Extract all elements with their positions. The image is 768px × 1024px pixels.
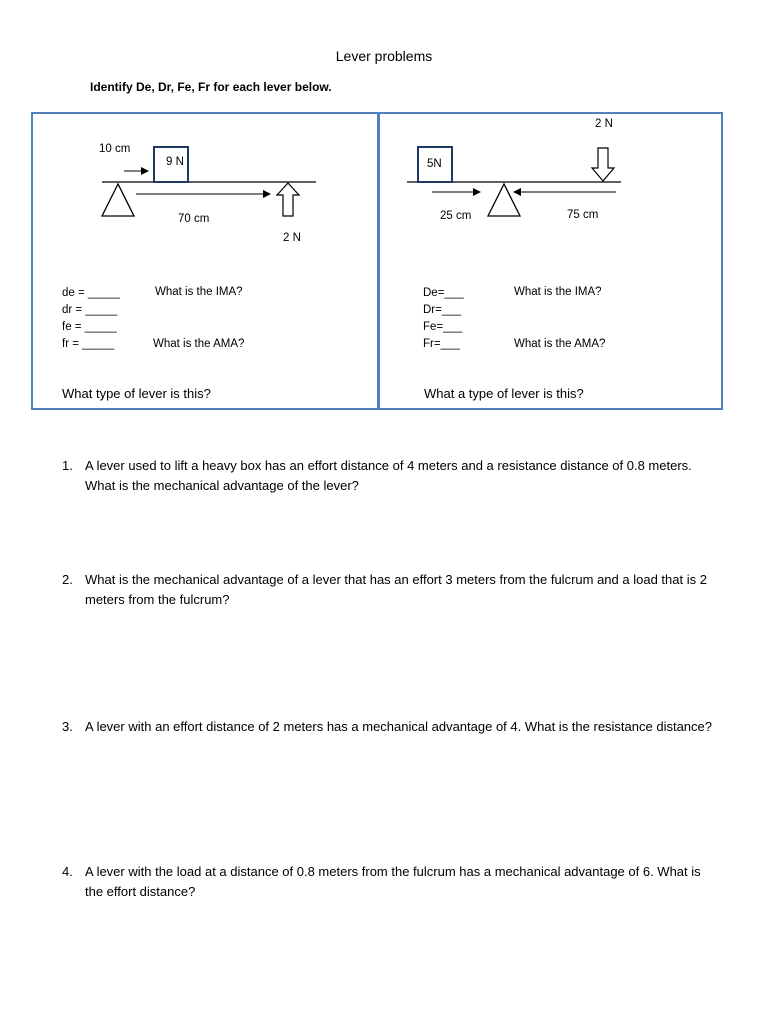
lever-1-type-question: What type of lever is this?	[62, 386, 211, 401]
question-1-text: A lever used to lift a heavy box has an effort distance of 4 meters and a resistance distance of 0.8 meters. What is the mechanical advantage of the lever?	[85, 458, 692, 493]
lever-1-resistance-distance-label: 70 cm	[178, 213, 210, 225]
lever-1-fulcrum	[102, 184, 134, 216]
lever-2-ima-question: What is the IMA?	[514, 286, 602, 298]
instructions: Identify De, Dr, Fe, Fr for each lever below.	[90, 80, 332, 94]
lever-1-effort-distance-label: 10 cm	[99, 143, 131, 155]
lever-2-ama-question: What is the AMA?	[514, 338, 606, 350]
question-2-number: 2.	[62, 572, 73, 587]
question-3	[62, 717, 712, 737]
lever-2-dr-blank[interactable]: Dr=___	[423, 304, 462, 316]
lever-1-de-blank[interactable]: de = _____	[62, 287, 120, 299]
page-title: Lever problems	[335, 48, 433, 64]
lever-2-force-label: 2 N	[595, 118, 613, 130]
question-1	[62, 456, 712, 495]
lever-1-force-label: 2 N	[283, 232, 301, 244]
lever-2-force-arrow-down	[592, 148, 614, 181]
question-2	[62, 570, 712, 609]
lever-1-fr-blank[interactable]: fr = _____	[62, 338, 115, 350]
question-2-text: What is the mechanical advantage of a lever that has an effort 3 meters from the fulcrum and a load that is 2 meters from the fulcrum?	[85, 572, 707, 607]
lever-2-de-blank[interactable]: De=___	[423, 287, 464, 299]
lever-1-diagram	[102, 147, 316, 216]
lever-2-right-distance-label: 75 cm	[567, 209, 599, 221]
lever-1-force-arrow-up	[277, 183, 299, 216]
question-4-text: A lever with the load at a distance of 0.8 meters from the fulcrum has a mechanical advantage of 6. What is the effort distance?	[85, 864, 701, 899]
lever-diagrams	[0, 0, 768, 420]
lever-2-fr-blank[interactable]: Fr=___	[423, 338, 460, 350]
question-4	[62, 862, 712, 901]
lever-2-fulcrum	[488, 184, 520, 216]
lever-1-weight-label: 9 N	[166, 156, 184, 168]
lever-1-ima-question: What is the IMA?	[155, 286, 243, 298]
lever-2-type-question: What a type of lever is this?	[424, 386, 584, 401]
lever-1-fe-blank[interactable]: fe = _____	[62, 321, 117, 333]
question-3-number: 3.	[62, 719, 73, 734]
question-4-number: 4.	[62, 864, 73, 879]
question-1-number: 1.	[62, 458, 73, 473]
lever-2-fe-blank[interactable]: Fe=___	[423, 321, 463, 333]
lever-2-left-distance-label: 25 cm	[440, 210, 472, 222]
lever-2-weight-label: 5N	[427, 158, 442, 170]
lever-1-dr-blank[interactable]: dr = _____	[62, 304, 118, 316]
lever-1-ama-question: What is the AMA?	[153, 338, 245, 350]
question-3-text: A lever with an effort distance of 2 meters has a mechanical advantage of 4. What is the resistance distance?	[85, 719, 712, 734]
